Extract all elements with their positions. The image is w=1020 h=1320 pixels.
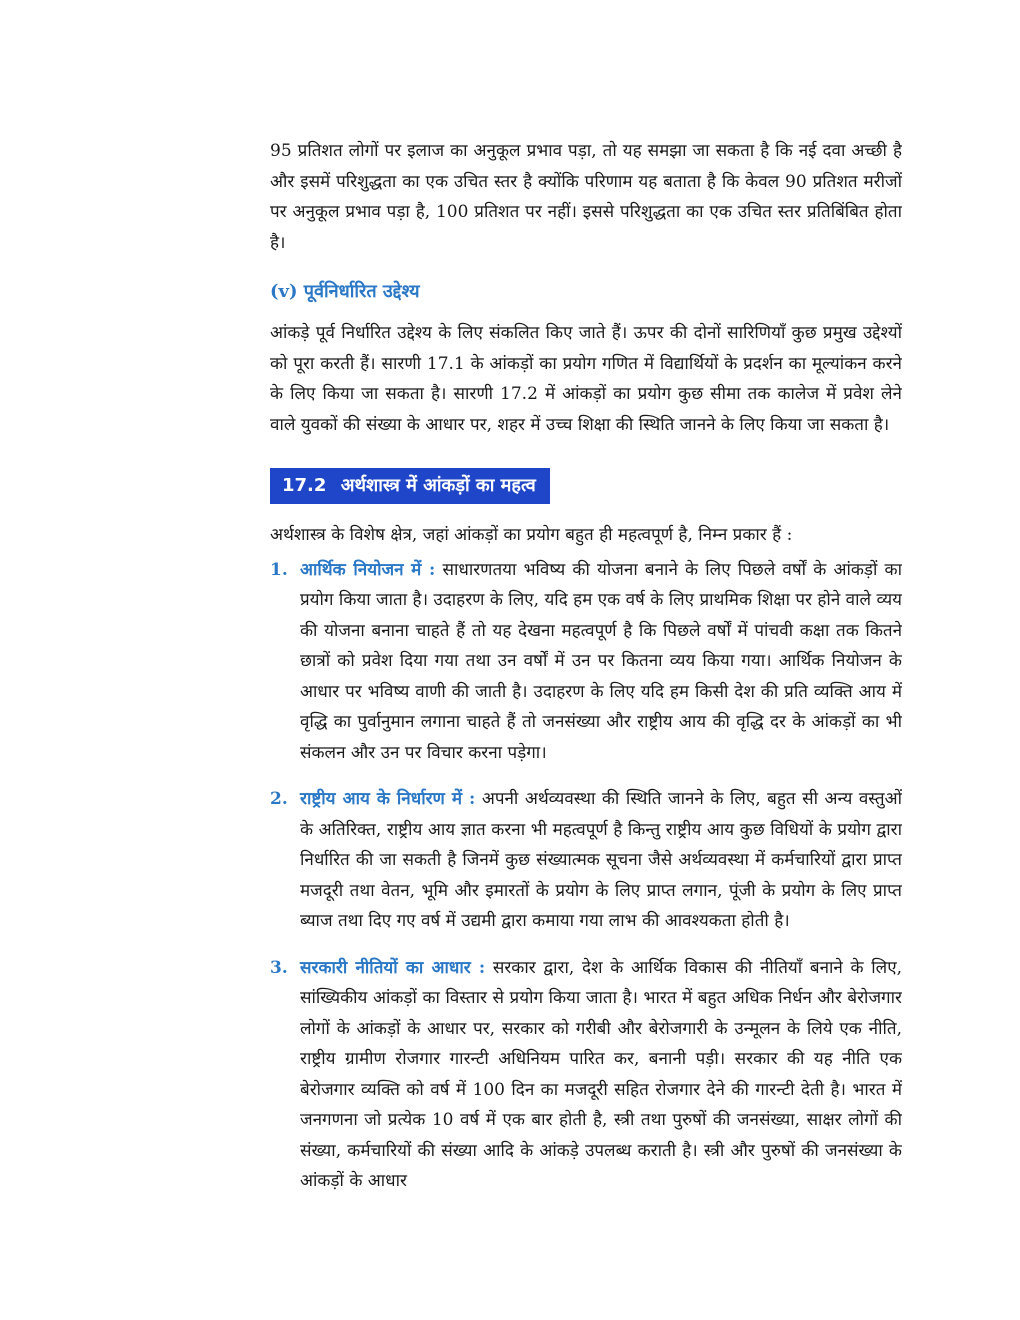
page-content [270,136,902,1216]
section-number: 17.2 [282,475,327,496]
section-heading-banner [270,468,550,504]
paragraph-intro-continued: 95 प्रतिशत लोगों पर इलाज का अनुकूल प्रभाव पड़ा, तो यह समझा जा सकता है कि नई दवा अच्छी है और इसमें परिशुद्धता का एक उचित स्तर है क्योंकि परिणाम यह बताता है कि केवल 90 प्रतिशत मरीजों पर अनुकूल प्रभाव पड़ा है, 100 प्रतिशत पर नहीं। इससे परिशुद्धता का एक उचित स्तर प्रतिबिंबित होता है। [270,141,902,253]
paragraph-predetermined-purpose: आंकड़े पूर्व निर्धारित उद्देश्य के लिए संकलित किए जाते हैं। ऊपर की दोनों सारिणियाँ कुछ प्रमुख उद्देश्यों को पूरा करती हैं। सारणी 17.1 के आंकड़ों का प्रयोग गणित में विद्यार्थियों के प्रदर्शन का मूल्यांकन करने के लिए किया जा सकता है। सारणी 17.2 में आंकड़ों का प्रयोग कुछ सीमा तक कालेज में प्रवेश लेने वाले युवकों की संख्या के आधार पर, शहर में उच्च शिक्षा की स्थिति जानने के लिए किया जा सकता है। [270,323,902,435]
section-title: अर्थशास्त्र में आंकड़ों का महत्व [340,475,536,496]
subsection-heading: (v) पूर्वनिर्धारित उद्देश्य [270,281,420,302]
list-item-number: 2. [270,789,288,809]
list-item-text: सरकार द्वारा, देश के आर्थिक विकास की नीतियाँ बनाने के लिए, सांख्यिकीय आंकड़ों का विस्तार से प्रयोग किया जाता है। भारत में बहुत अधिक निर्धन और बेरोजगार लोगों के आंकड़ों के आधार पर, सरकार को गरीबी और बेरोजगारी के उन्मूलन के लिये एक नीति, राष्ट्रीय ग्रामीण रोजगार गारन्टी अधिनियम पारित कर, बनानी पड़ी। सरकार की यह नीति एक बेरोजगार व्यक्ति को वर्ष में 100 दिन का मजदूरी सहित रोजगार देने की गारन्टी देती है। भारत में जनगणना जो प्रत्येक 10 वर्ष में एक बार होती है, स्त्री तथा पुरुषों की जनसंख्या, साक्षर लोगों की संख्या, कर्मचारियों की संख्या आदि के आंकड़े उपलब्ध कराती है। स्त्री और पुरुषों की जनसंख्या के आंकड़ों के आधार [300,957,902,1191]
list-item [270,784,902,937]
list-item-body [300,953,902,1197]
list-item-body [300,555,902,769]
list-item-body [300,784,902,937]
list-item-title: राष्ट्रीय आय के निर्धारण में : [300,789,476,809]
list-item-number: 3. [270,957,288,978]
list-item-number: 1. [270,559,288,580]
list-item [270,953,902,1197]
list-item-title: सरकारी नीतियों का आधार : [300,957,486,978]
list-item-text: अपनी अर्थव्यवस्था की स्थिति जानने के लिए, बहुत सी अन्य वस्तुओं के अतिरिक्त, राष्ट्रीय आय ज्ञात करना भी महत्वपूर्ण है किन्तु राष्ट्रीय आय कुछ विधियों के प्रयोग द्वारा निर्धारित की जा सकती है जिनमें कुछ संख्यात्मक सूचना जैसे अर्थव्यवस्था में कर्मचारियों द्वारा प्राप्त मजदूरी तथा वेतन, भूमि और इमारतों के प्रयोग के लिए प्राप्त लगान, पूंजी के प्रयोग के लिए प्राप्त ब्याज तथा दिए गए वर्ष में उद्यमी द्वारा कमाया गया लाभ की आवश्यकता होती है। [300,789,902,931]
list-item-text: साधारणतया भविष्य की योजना बनाने के लिए पिछले वर्षों के आंकड़ों का प्रयोग किया जाता है। उदाहरण के लिए, यदि हम एक वर्ष के लिए प्राथमिक शिक्षा पर होने वाले व्यय की योजना बनाना चाहते हैं तो यह देखना महत्वपूर्ण है कि पिछले वर्षों में पांचवी कक्षा तक कितने छात्रों को प्रवेश दिया गया तथा उन वर्षों में उन पर कितना व्यय किया गया। आर्थिक नियोजन के आधार पर भविष्य वाणी की जाती है। उदाहरण के लिए यदि हम किसी देश की प्रति व्यक्ति आय में वृद्धि का पुर्वानुमान लगाना चाहते हैं तो जनसंख्या और राष्ट्रीय आय की वृद्धि दर के आंकड़ों का भी संकलन और उन पर विचार करना पड़ेगा। [300,559,902,763]
list-item-title: आर्थिक नियोजन में : [300,559,436,580]
list-item [270,555,902,769]
section-intro: अर्थशास्त्र के विशेष क्षेत्र, जहां आंकड़ों का प्रयोग बहुत ही महत्वपूर्ण है, निम्न प्रकार हैं : [270,525,793,545]
